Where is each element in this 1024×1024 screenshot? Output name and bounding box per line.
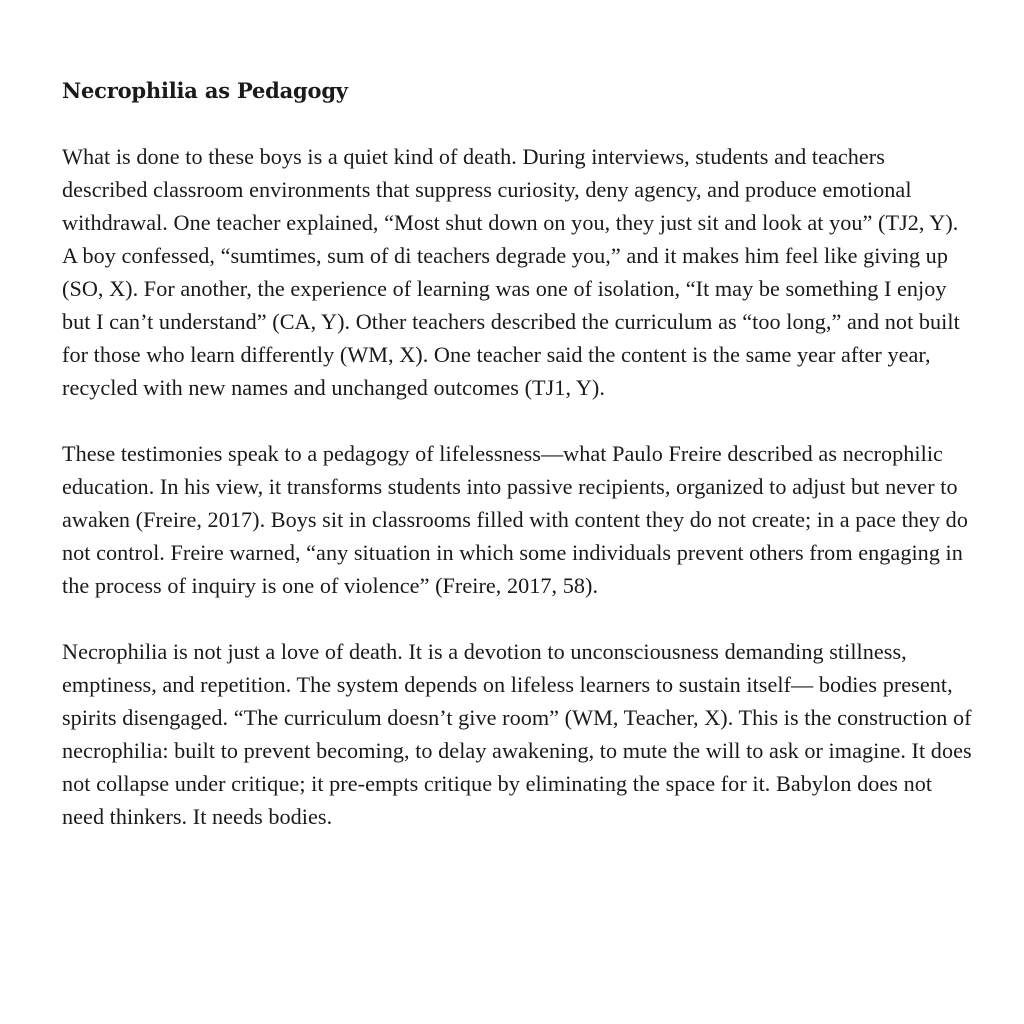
article [62,74,972,833]
paragraph-1: What is done to these boys is a quiet kind of death. During interviews, students and teachers described classroom environments that suppress curiosity, deny agency, and produce emotional withdrawal. One teacher explained, “Most shut down on you, they just sit and look at you” (TJ2, Y). A boy confessed, “sumtimes, sum of di teachers degrade you,” and it makes him feel like giving up (SO, X). For another, the experience of learning was one of isolation, “It may be something I enjoy but I can’t understand” (CA, Y). Other teachers described the curriculum as “too long,” and not built for those who learn differently (WM, X). One teacher said the content is the same year after year, recycled with new names and unchanged outcomes (TJ1, Y). [62,144,960,400]
paragraph-3: Necrophilia is not just a love of death. It is a devotion to unconsciousness demanding stillness, emptiness, and repetition. The system depends on lifeless learners to sustain itself— bodies present, spirits disengaged. “The curriculum doesn’t give room” (WM, Teacher, X). This is the construction of necrophilia: built to prevent becoming, to delay awakening, to mute the will to ask or imagine. It does not collapse under critique; it pre-empts critique by eliminating the space for it. Babylon does not need thinkers. It needs bodies. [62,639,972,829]
paragraph-2: These testimonies speak to a pedagogy of lifelessness—what Paulo Freire described as necrophilic education. In his view, it transforms students into passive recipients, organized to adjust but never to awaken (Freire, 2017). Boys sit in classrooms filled with content they do not create; in a pace they do not control. Freire warned, “any situation in which some individuals prevent others from engaging in the process of inquiry is one of violence” (Freire, 2017, 58). [62,441,968,598]
article-title: Necrophilia as Pedagogy [62,78,348,103]
